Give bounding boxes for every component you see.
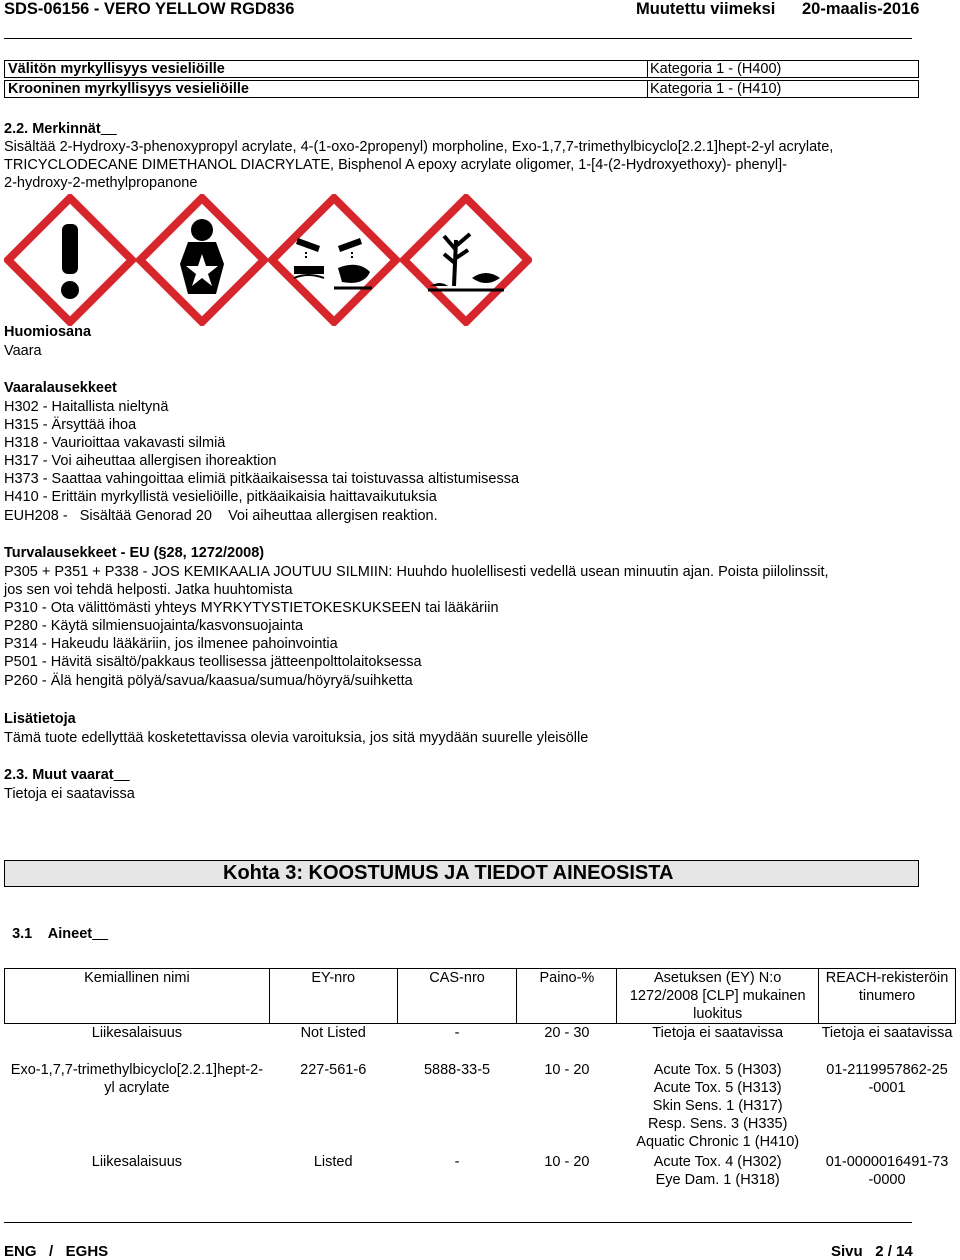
cell-reach: Tietoja ei saatavissa bbox=[821, 1025, 953, 1041]
clp-entry: Eye Dam. 1 (H318) bbox=[655, 1172, 780, 1188]
section-heading-labelling: 2.2. Merkinnät bbox=[4, 121, 101, 137]
cell-ec-number: 227-561-6 bbox=[300, 1062, 367, 1078]
cell-ec-number: Not Listed bbox=[300, 1025, 366, 1041]
contains-line: TRICYCLODECANE DIMETHANOL DIACRYLATE, Bisphenol A epoxy acrylate oligomer, 1-[4-(2-Hydroxyethoxy)- phenyl]- bbox=[4, 157, 787, 173]
revised-date: 20-maalis-2016 bbox=[802, 0, 920, 18]
header-divider bbox=[4, 38, 912, 39]
cell-chemical-name: Exo-1,7,7-trimethylbicyclo[2.2.1]hept-2-yl acrylate bbox=[10, 1062, 264, 1096]
clp-entry: Acute Tox. 4 (H302) bbox=[653, 1154, 782, 1170]
cell-chemical-name: Liikesalaisuus bbox=[91, 1154, 183, 1170]
hazard-statement: EUH208 - Sisältää Genorad 20 Voi aiheuttaa allergisen reaktion. bbox=[4, 508, 438, 524]
corrosion-icon bbox=[268, 194, 400, 326]
cell-cas-number: - bbox=[454, 1025, 460, 1041]
hazard-statement: H315 - Ärsyttää ihoa bbox=[4, 417, 137, 433]
footer-divider bbox=[4, 1222, 912, 1223]
table-row bbox=[5, 1061, 956, 1153]
hazard-statement: H410 - Erittäin myrkyllistä vesieliöille, pitkäaikaisia haittavaikutuksia bbox=[4, 489, 437, 505]
cell-chemical-name: Liikesalaisuus bbox=[91, 1025, 183, 1041]
contains-line: Sisältää 2-Hydroxy-3-phenoxypropyl acrylate, 4-(1-oxo-2propenyl) morpholine, Exo-1,7,7-trimethylbicyclo[2.2.1]hept-2-yl acrylate, bbox=[4, 139, 834, 155]
clp-entry: Acute Tox. 5 (H303) bbox=[653, 1062, 782, 1078]
hazard-statements-heading: Vaaralausekkeet bbox=[4, 380, 117, 396]
column-header: CAS-nro bbox=[397, 969, 517, 1024]
section-title: Kohta 3: KOOSTUMUS JA TIEDOT AINEOSISTA bbox=[223, 862, 674, 884]
cell-weight: 10 - 20 bbox=[544, 1062, 590, 1078]
column-header: Asetuksen (EY) N:o 1272/2008 [CLP] mukainen luokitus bbox=[617, 969, 819, 1024]
document-id: SDS-06156 - VERO YELLOW RGD836 bbox=[4, 0, 295, 18]
hazard-category: Kategoria 1 - (H410) bbox=[647, 81, 920, 97]
hazard-statement: H373 - Saattaa vahingoittaa elimiä pitkäaikaisessa tai toistuvassa altistumisessa bbox=[4, 471, 520, 487]
precautionary-statement: P501 - Hävitä sisältö/pakkaus teollisessa jätteenpolttolaitoksessa bbox=[4, 654, 422, 670]
health-hazard-icon bbox=[136, 194, 268, 326]
cell-clp: Tietoja ei saatavissa bbox=[652, 1025, 784, 1041]
signal-word-heading: Huomiosana bbox=[4, 324, 92, 340]
footer-page bbox=[831, 1243, 913, 1260]
precautionary-statement: P314 - Hakeudu lääkäriin, jos ilmenee pahoinvointia bbox=[4, 636, 338, 652]
clp-entry: Acute Tox. 5 (H313) bbox=[653, 1080, 782, 1096]
cell-reach: 01-2119957862-25 -0001 bbox=[826, 1062, 948, 1096]
hazard-class-label: Välitön myrkyllisyys vesieliöille bbox=[8, 61, 225, 77]
environment-icon bbox=[400, 194, 532, 326]
column-header: EY-nro bbox=[269, 969, 397, 1024]
contains-line: 2-hydroxy-2-methylpropanone bbox=[4, 175, 198, 191]
clp-entry: Aquatic Chronic 1 (H410) bbox=[636, 1134, 800, 1150]
precautionary-statement: P260 - Älä hengitä pölyä/savua/kaasua/sumua/höyryä/suihketta bbox=[4, 673, 413, 689]
cell-reach: 01-0000016491-73 -0000 bbox=[825, 1154, 949, 1188]
clp-entry: Resp. Sens. 3 (H335) bbox=[647, 1116, 788, 1132]
signal-word-value: Vaara bbox=[4, 343, 42, 359]
column-header: REACH-rekisteröin tinumero bbox=[819, 969, 956, 1024]
cell-cas-number: 5888-33-5 bbox=[423, 1062, 491, 1078]
cell-clp bbox=[617, 1153, 819, 1190]
hazard-statement: H318 - Vaurioittaa vakavasti silmiä bbox=[4, 435, 226, 451]
column-header: Paino-% bbox=[517, 969, 617, 1024]
table-row bbox=[5, 1024, 956, 1062]
precautionary-statement: P305 + P351 + P338 - JOS KEMIKAALIA JOUTUU SILMIIN: Huuhdo huolellisesti vedellä usean minuutin ajan. Poista piilolinssit, bbox=[4, 564, 829, 580]
cell-weight: 10 - 20 bbox=[544, 1154, 590, 1170]
column-header: Kemiallinen nimi bbox=[5, 969, 270, 1024]
cell-weight: 20 - 30 bbox=[544, 1025, 590, 1041]
other-hazards-heading: 2.3. Muut vaarat bbox=[4, 767, 114, 783]
additional-info-heading: Lisätietoja bbox=[4, 711, 76, 727]
footer-language: ENG / EGHS bbox=[4, 1243, 109, 1260]
table-row bbox=[5, 1153, 956, 1190]
precautionary-statement: jos sen voi tehdä helposti. Jatka huuhtomista bbox=[4, 582, 293, 598]
composition-table bbox=[4, 968, 956, 1190]
page-label: Sivu bbox=[831, 1243, 863, 1260]
hazard-class-label: Krooninen myrkyllisyys vesieliöille bbox=[8, 81, 249, 97]
additional-info-text: Tämä tuote edellyttää kosketettavissa olevia varoituksia, jos sitä myydään suurelle yleisölle bbox=[4, 730, 589, 746]
hazard-category: Kategoria 1 - (H400) bbox=[647, 61, 920, 77]
precautionary-statement: P280 - Käytä silmiensuojainta/kasvonsuojainta bbox=[4, 618, 304, 634]
cell-clp bbox=[617, 1061, 819, 1153]
cell-cas-number: - bbox=[454, 1154, 460, 1170]
section-banner bbox=[4, 860, 919, 887]
cell-ec-number: Listed bbox=[313, 1154, 353, 1170]
page-number: 2 / 14 bbox=[875, 1243, 913, 1260]
substances-heading: 3.1 Aineet bbox=[12, 926, 93, 942]
precautionary-statement: P310 - Ota välittömästi yhteys MYRKYTYSTIETOKESKUKSEEN tai lääkäriin bbox=[4, 600, 499, 616]
hazard-statement: H317 - Voi aiheuttaa allergisen ihoreaktion bbox=[4, 453, 277, 469]
hazard-statement: H302 - Haitallista nieltynä bbox=[4, 399, 169, 415]
table-header-row bbox=[5, 969, 956, 1024]
hazard-class-row bbox=[4, 60, 919, 78]
document-header bbox=[4, 0, 920, 22]
revised-label: Muutettu viimeksi bbox=[636, 0, 776, 18]
exclamation-mark-icon bbox=[4, 194, 136, 326]
hazard-class-row bbox=[4, 80, 919, 98]
clp-entry: Skin Sens. 1 (H317) bbox=[652, 1098, 783, 1114]
other-hazards-text: Tietoja ei saatavissa bbox=[4, 786, 135, 802]
precautionary-heading: Turvalausekkeet - EU (§28, 1272/2008) bbox=[4, 545, 265, 561]
